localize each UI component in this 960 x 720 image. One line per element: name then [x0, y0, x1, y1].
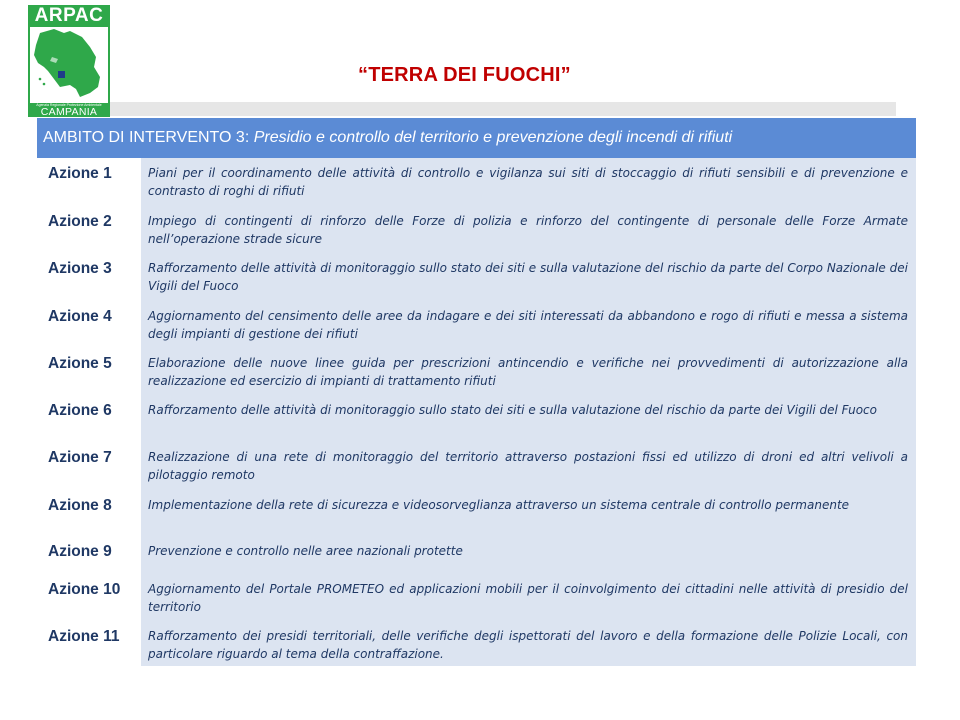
action-label: Azione 3: [48, 260, 112, 277]
action-description: Rafforzamento delle attività di monitoraggio sullo stato dei siti e sulla valutazione del rischio da parte dei Vigili del Fuoco: [148, 403, 877, 417]
action-description: Aggiornamento del censimento delle aree da indagare e dei siti interessati da abbandono e rogo di rifiuti e messa a sistema degli impianti di gestione dei rifiuti: [148, 309, 908, 341]
header-subject: Presidio e controllo del territorio e prevenzione degli incendi di rifiuti: [253, 129, 733, 146]
action-description: Elaborazione delle nuove linee guida per prescrizioni antincendio e verifiche nei provvedimenti di autorizzazione alla realizzazione ed esercizio di impianti di trattamento rifiuti: [148, 356, 908, 388]
action-label: Azione 6: [48, 402, 112, 419]
logo-bottom-text: CAMPANIA: [40, 106, 98, 118]
action-description: Prevenzione e controllo nelle aree nazionali protette: [148, 544, 463, 558]
action-label: Azione 7: [48, 449, 112, 466]
action-label: Azione 1: [48, 165, 112, 182]
action-description: Impiego di contingenti di rinforzo delle Forze di polizia e rinforzo del contingente di personale delle Forze Armate nell’operazione strade sicure: [148, 214, 908, 246]
action-description: Piani per il coordinamento delle attività di controllo e vigilanza sui siti di stoccaggio di rifiuti sensibili e di prevenzione e contrasto di roghi di rifiuti: [148, 166, 908, 198]
action-description: Implementazione della rete di sicurezza e videosorveglianza attraverso un sistema centrale di controllo permanente: [148, 498, 850, 512]
action-description: Rafforzamento dei presidi territoriali, delle verifiche degli ispettorati del lavoro e della formazione delle Polizie Locali, con particolare riguardo al tema della contraffazione.: [148, 629, 908, 661]
section-header: [37, 118, 916, 158]
action-label: Azione 10: [48, 581, 121, 598]
page-title: “TERRA DEI FUOCHI”: [358, 64, 571, 86]
action-label: Azione 4: [48, 308, 112, 325]
action-label: Azione 2: [48, 213, 112, 230]
action-label: Azione 8: [48, 497, 112, 514]
logo-top-text: ARPAC: [34, 5, 104, 26]
header-prefix: AMBITO DI INTERVENTO 3:: [43, 129, 250, 146]
divider-bar: [110, 102, 896, 116]
logo-subtitle: Agenzia Regionale Protezione Ambientale: [36, 103, 102, 107]
action-description: Rafforzamento delle attività di monitoraggio sullo stato dei siti e sulla valutazione del rischio da parte del Corpo Nazionale dei Vigili del Fuoco: [148, 261, 908, 293]
action-label: Azione 11: [48, 628, 120, 645]
action-label: Azione 9: [48, 543, 112, 560]
action-label: Azione 5: [48, 355, 112, 372]
action-description: Aggiornamento del Portale PROMETEO ed applicazioni mobili per il coinvolgimento dei cittadini nelle attività di presidio del territorio: [148, 582, 908, 614]
arpac-logo: [28, 5, 110, 117]
action-description: Realizzazione di una rete di monitoraggio del territorio attraverso postazioni fissi ed utilizzo di droni ed altri velivoli a pilotaggio remoto: [148, 450, 908, 482]
campania-map-icon: [30, 27, 108, 103]
